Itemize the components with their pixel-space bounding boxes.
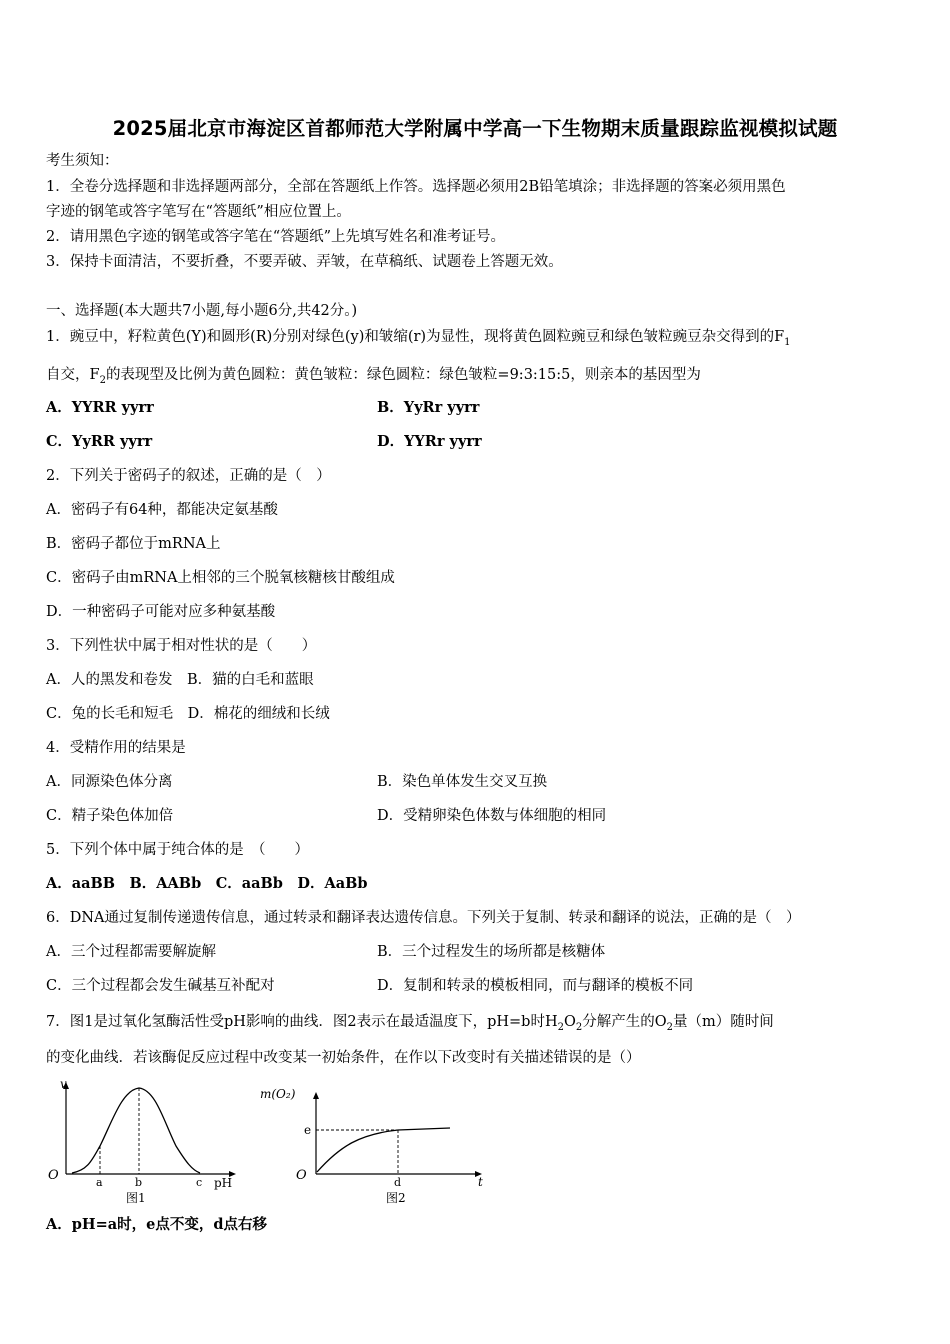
fig1-origin: O — [48, 1168, 59, 1183]
q7-figures — [40, 1078, 500, 1208]
q4-stem: 4．受精作用的结果是 — [46, 740, 186, 756]
q2-option-c: C．密码子由mRNA上相邻的三个脱氧核糖核甘酸组成 — [46, 570, 395, 586]
notice-item-1-cont: 字迹的钢笔或答字笔写在“答题纸”相应位置上。 — [46, 204, 351, 220]
notice-heading: 考生须知： — [46, 153, 119, 169]
q1-option-a: A．YYRR yyrr — [46, 399, 154, 416]
fig2-y-arrow — [313, 1092, 319, 1099]
fig2-e-label: e — [304, 1123, 312, 1137]
q6-option-a: A．三个过程都需要解旋解 — [46, 944, 216, 960]
q1-stem-line2-a: 自交，F — [46, 367, 100, 383]
fig1-x-label: pH — [214, 1176, 233, 1190]
q3-stem: 3．下列性状中属于相对性状的是（ ） — [46, 638, 317, 654]
q7-stem-line2: 的变化曲线．若该酶促反应过程中改变某一初始条件，在作以下改变时有关描述错误的是（） — [46, 1050, 641, 1066]
q7-text-c: 分解产生的O — [582, 1014, 667, 1030]
q7-sub-2: 2 — [575, 1021, 583, 1033]
page-title: 2025届北京市海淀区首都师范大学附属中学高一下生物期末质量跟踪监视模拟试题 — [112, 117, 838, 140]
q7-text-a: 7．图1是过氧化氢酶活性受pH影响的曲线．图2表示在最适温度下，pH=b时H — [46, 1014, 558, 1030]
q1-sub-f2: 2 — [99, 374, 106, 386]
fig1-tick-c: c — [196, 1176, 203, 1189]
q6-stem: 6．DNA通过复制传递遗传信息，通过转录和翻译表达遗传信息。下列关于复制、转录和翻译的说法，正确的是（ ） — [46, 910, 801, 926]
q6-option-d: D．复制和转录的模板相同，而与翻译的模板不同 — [377, 978, 694, 994]
fig1-tick-b: b — [135, 1176, 143, 1189]
q4-option-c: C．精子染色体加倍 — [46, 808, 174, 824]
section-heading: 一、选择题(本大题共7小题,每小题6分,共42分。) — [46, 303, 358, 319]
fig2-caption: 图2 — [386, 1191, 406, 1205]
fig1-curve — [72, 1088, 200, 1173]
notice-item-3: 3．保持卡面清洁，不要折叠，不要弄破、弄皱，在草稿纸、试题卷上答题无效。 — [46, 254, 563, 270]
q7-sub-1: 2 — [557, 1021, 564, 1033]
q2-option-b: B．密码子都位于mRNA上 — [46, 536, 221, 552]
q2-option-a: A．密码子有64种，都能决定氨基酸 — [46, 502, 278, 518]
q4-option-b: B．染色单体发生交叉互换 — [377, 774, 548, 790]
q7-stem-line1 — [46, 1013, 774, 1037]
q7-sub-3: 2 — [666, 1021, 674, 1033]
q1-stem-line2-b: 的表现型及比例为黄色圆粒：黄色皱粒：绿色圆粒：绿色皱粒=9:3:15:5，则亲本的基因型为 — [105, 367, 701, 383]
q5-stem: 5．下列个体中属于纯合体的是 （ ） — [46, 842, 309, 858]
q1-sub-f1: 1 — [784, 336, 791, 348]
q1-option-b: B．YyRr yyrr — [377, 399, 480, 416]
q5-options: A．aaBB B．AABb C．aaBb D．AaBb — [46, 875, 368, 892]
q7-option-a: A．pH=a时，e点不变，d点右移 — [46, 1216, 267, 1233]
q1-option-d: D．YYRr yyrr — [377, 433, 482, 450]
q4-option-a: A．同源染色体分离 — [46, 774, 173, 790]
fig1-tick-a: a — [96, 1176, 103, 1189]
fig2-curve — [317, 1128, 450, 1172]
q3-options-ab: A．人的黑发和卷发 B．猫的白毛和蓝眼 — [46, 672, 314, 688]
q1-stem-text: 1．豌豆中，籽粒黄色(Y)和圆形(R)分别对绿色(y)和皱缩(r)为显性，现将黄色圆粒豌豆和绿色皱粒豌豆杂交得到的F — [46, 329, 785, 345]
q6-option-b: B．三个过程发生的场所都是核糖体 — [377, 944, 606, 960]
q7-text-b: O — [563, 1014, 576, 1030]
q6-option-c: C．三个过程都会发生碱基互补配对 — [46, 978, 275, 994]
fig2-origin: O — [296, 1168, 307, 1183]
fig2-y-label: m(O₂) — [260, 1087, 296, 1101]
q1-option-c: C．YyRR yyrr — [46, 433, 153, 450]
fig1-y-label: v — [60, 1078, 67, 1091]
q4-option-d: D．受精卵染色体数与体细胞的相同 — [377, 808, 607, 824]
q3-options-cd: C．兔的长毛和短毛 D．棉花的细绒和长绒 — [46, 706, 330, 722]
fig1-caption: 图1 — [126, 1191, 146, 1205]
q1-stem-line2 — [46, 366, 701, 390]
figure-2 — [260, 1087, 483, 1205]
q2-stem: 2．下列关于密码子的叙述，正确的是（ ） — [46, 468, 331, 484]
q1-stem-line1 — [46, 328, 791, 352]
notice-item-1: 1．全卷分选择题和非选择题两部分，全部在答题纸上作答。选择题必须用2B铅笔填涂；非选择题的答案必须用黑色 — [46, 179, 786, 195]
q7-text-d: 量（m）随时间 — [673, 1014, 774, 1030]
fig2-tick-d: d — [394, 1176, 402, 1189]
figure-1 — [48, 1078, 236, 1205]
q2-option-d: D．一种密码子可能对应多种氨基酸 — [46, 604, 276, 620]
fig2-x-label: t — [478, 1175, 483, 1189]
notice-item-2: 2．请用黑色字迹的钢笔或答字笔在“答题纸”上先填写姓名和准考证号。 — [46, 229, 506, 245]
